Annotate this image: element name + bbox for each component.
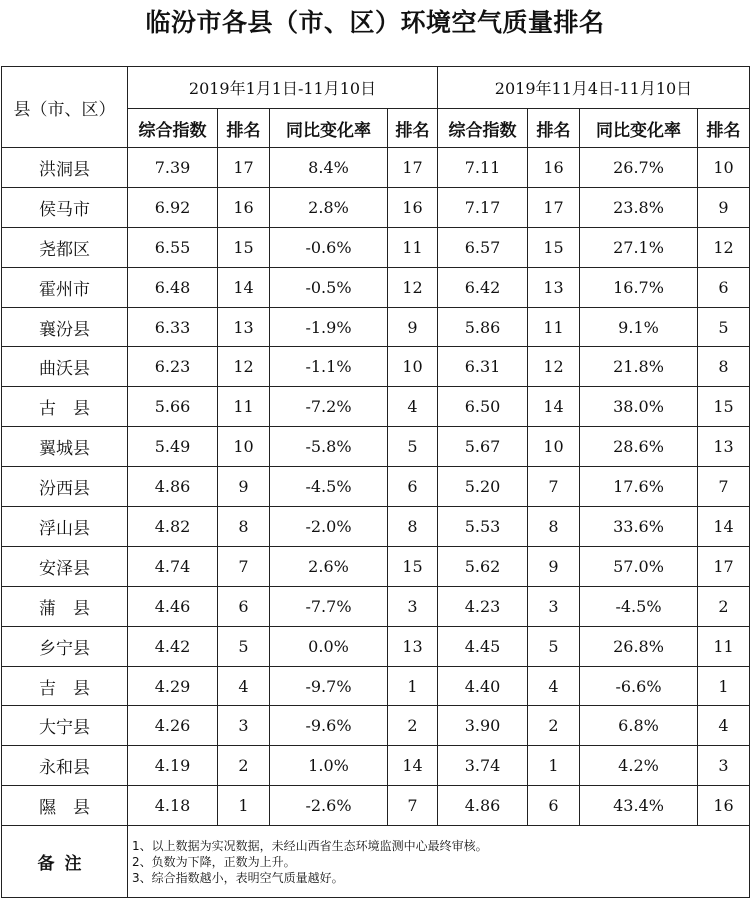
p1-index-cell: 4.46 [128,586,218,626]
p1-index-cell: 6.55 [128,227,218,267]
p2-change-rank-cell: 3 [698,746,750,786]
p2-change-rank-cell: 17 [698,546,750,586]
p1-rank-cell: 6 [218,586,270,626]
p1-change-cell: 8.4% [270,148,388,188]
table-row [2,307,750,347]
p1-change-cell: -4.5% [270,467,388,507]
p1-change-cell: -7.7% [270,586,388,626]
p1-change-rank-header: 排名 [388,109,438,148]
p1-change-rank-cell: 13 [388,626,438,666]
county-cell: 浮山县 [2,507,128,547]
note-line: 1、以上数据为实况数据，未经山西省生态环境监测中心最终审核。 [132,838,488,853]
p2-change-header: 同比变化率 [580,109,698,148]
p1-index-cell: 4.26 [128,706,218,746]
p2-change-rank-cell: 8 [698,347,750,387]
p2-change-cell: 27.1% [580,227,698,267]
p1-change-rank-cell: 6 [388,467,438,507]
p2-change-cell: -6.6% [580,666,698,706]
p2-rank-cell: 6 [528,786,580,826]
p1-index-cell: 6.48 [128,267,218,307]
page-title: 临汾市各县（市、区）环境空气质量排名 [145,8,605,37]
table-row [2,626,750,666]
p1-index-cell: 4.29 [128,666,218,706]
p1-change-rank-cell: 14 [388,746,438,786]
p2-change-cell: 43.4% [580,786,698,826]
table-row [2,706,750,746]
table-row [2,148,750,188]
p2-change-rank-cell: 10 [698,148,750,188]
p2-index-cell: 5.67 [438,427,528,467]
p2-rank-cell: 11 [528,307,580,347]
p2-index-cell: 6.57 [438,227,528,267]
p2-index-cell: 7.17 [438,187,528,227]
county-cell: 曲沃县 [2,347,128,387]
p1-change-cell: -1.9% [270,307,388,347]
p1-index-header: 综合指数 [128,109,218,148]
p2-rank-cell: 9 [528,546,580,586]
p1-change-rank-cell: 4 [388,387,438,427]
table-row [2,746,750,786]
p2-rank-cell: 13 [528,267,580,307]
p1-rank-cell: 17 [218,148,270,188]
table-row [2,546,750,586]
p2-rank-cell: 2 [528,706,580,746]
county-column-header: 县（市、区） [2,67,128,148]
p1-rank-cell: 15 [218,227,270,267]
p1-change-cell: 2.6% [270,546,388,586]
p1-rank-cell: 2 [218,746,270,786]
period2-header: 2019年11月4日-11月10日 [438,67,750,109]
p2-change-cell: 17.6% [580,467,698,507]
county-cell: 蒲 县 [2,586,128,626]
note-line: 2、负数为下降，正数为上升。 [132,854,296,869]
p2-index-header: 综合指数 [438,109,528,148]
p2-index-cell: 4.86 [438,786,528,826]
p1-change-cell: 2.8% [270,187,388,227]
table-row [2,586,750,626]
p1-index-cell: 4.82 [128,507,218,547]
p2-index-cell: 4.45 [438,626,528,666]
p2-change-cell: 57.0% [580,546,698,586]
p1-change-rank-cell: 16 [388,187,438,227]
p1-rank-cell: 10 [218,427,270,467]
p1-change-cell: -1.1% [270,347,388,387]
county-cell: 乡宁县 [2,626,128,666]
p2-rank-cell: 5 [528,626,580,666]
p1-index-cell: 6.92 [128,187,218,227]
p2-change-rank-cell: 5 [698,307,750,347]
p2-change-rank-cell: 15 [698,387,750,427]
p2-change-cell: 4.2% [580,746,698,786]
p2-change-cell: 26.8% [580,626,698,666]
county-cell: 翼城县 [2,427,128,467]
p2-rank-header: 排名 [528,109,580,148]
county-cell: 古 县 [2,387,128,427]
p1-change-rank-cell: 2 [388,706,438,746]
p2-index-cell: 5.86 [438,307,528,347]
p2-change-cell: 28.6% [580,427,698,467]
p1-change-rank-cell: 10 [388,347,438,387]
p1-rank-header: 排名 [218,109,270,148]
p2-change-cell: -4.5% [580,586,698,626]
table-row [2,267,750,307]
p1-change-cell: -7.2% [270,387,388,427]
p1-change-rank-cell: 3 [388,586,438,626]
p1-index-cell: 4.19 [128,746,218,786]
county-cell: 霍州市 [2,267,128,307]
table-row [2,347,750,387]
p2-rank-cell: 16 [528,148,580,188]
county-cell: 襄汾县 [2,307,128,347]
p2-change-cell: 16.7% [580,267,698,307]
p2-change-cell: 6.8% [580,706,698,746]
p1-change-cell: 0.0% [270,626,388,666]
p1-change-rank-cell: 1 [388,666,438,706]
p2-change-rank-cell: 11 [698,626,750,666]
county-cell: 大宁县 [2,706,128,746]
p2-change-cell: 26.7% [580,148,698,188]
p2-change-rank-cell: 12 [698,227,750,267]
p1-rank-cell: 4 [218,666,270,706]
p1-change-cell: -5.8% [270,427,388,467]
p2-change-rank-cell: 9 [698,187,750,227]
table-row [2,187,750,227]
p1-rank-cell: 9 [218,467,270,507]
county-cell: 安泽县 [2,546,128,586]
p2-change-rank-cell: 2 [698,586,750,626]
p2-change-cell: 38.0% [580,387,698,427]
p2-index-cell: 6.42 [438,267,528,307]
p2-change-cell: 23.8% [580,187,698,227]
period1-header: 2019年1月1日-11月10日 [128,67,438,109]
p1-change-cell: -9.7% [270,666,388,706]
p2-change-cell: 9.1% [580,307,698,347]
p1-index-cell: 6.33 [128,307,218,347]
p1-change-rank-cell: 17 [388,148,438,188]
table-row [2,786,750,826]
p2-rank-cell: 12 [528,347,580,387]
table-row [2,387,750,427]
p2-rank-cell: 3 [528,586,580,626]
p2-rank-cell: 17 [528,187,580,227]
p1-change-cell: -0.6% [270,227,388,267]
county-cell: 吉 县 [2,666,128,706]
p1-rank-cell: 16 [218,187,270,227]
p2-change-rank-cell: 16 [698,786,750,826]
p1-index-cell: 4.42 [128,626,218,666]
p1-change-rank-cell: 12 [388,267,438,307]
p1-index-cell: 6.23 [128,347,218,387]
p2-change-rank-cell: 4 [698,706,750,746]
county-cell: 永和县 [2,746,128,786]
table-row [2,666,750,706]
p1-change-rank-cell: 11 [388,227,438,267]
p2-rank-cell: 8 [528,507,580,547]
p2-change-rank-cell: 7 [698,467,750,507]
p1-change-rank-cell: 9 [388,307,438,347]
p1-index-cell: 4.86 [128,467,218,507]
p1-change-cell: -0.5% [270,267,388,307]
p1-index-cell: 7.39 [128,148,218,188]
p1-change-rank-cell: 15 [388,546,438,586]
ranking-table [1,66,750,898]
p2-index-cell: 3.90 [438,706,528,746]
p1-rank-cell: 3 [218,706,270,746]
county-cell: 侯马市 [2,187,128,227]
p2-index-cell: 7.11 [438,148,528,188]
p2-rank-cell: 4 [528,666,580,706]
p1-rank-cell: 1 [218,786,270,826]
p2-change-rank-cell: 6 [698,267,750,307]
p2-rank-cell: 15 [528,227,580,267]
p1-index-cell: 5.66 [128,387,218,427]
p2-change-rank-cell: 13 [698,427,750,467]
p1-index-cell: 4.74 [128,546,218,586]
p2-change-rank-header: 排名 [698,109,750,148]
p1-rank-cell: 12 [218,347,270,387]
p2-rank-cell: 10 [528,427,580,467]
p2-rank-cell: 1 [528,746,580,786]
county-cell: 隰 县 [2,786,128,826]
p1-rank-cell: 11 [218,387,270,427]
note-line: 3、综合指数越小，表明空气质量越好。 [132,870,344,885]
p2-change-cell: 33.6% [580,507,698,547]
p2-rank-cell: 7 [528,467,580,507]
notes-label: 备注 [2,826,128,898]
county-cell: 尧都区 [2,227,128,267]
table-row [2,467,750,507]
p1-index-cell: 5.49 [128,427,218,467]
p1-change-header: 同比变化率 [270,109,388,148]
p1-rank-cell: 5 [218,626,270,666]
p2-index-cell: 5.53 [438,507,528,547]
notes-content [128,826,750,898]
table-row [2,427,750,467]
p2-index-cell: 4.40 [438,666,528,706]
table-row [2,227,750,267]
p2-index-cell: 6.31 [438,347,528,387]
p1-rank-cell: 13 [218,307,270,347]
p2-change-rank-cell: 14 [698,507,750,547]
county-cell: 洪洞县 [2,148,128,188]
p2-index-cell: 5.62 [438,546,528,586]
p1-change-cell: -9.6% [270,706,388,746]
p2-index-cell: 4.23 [438,586,528,626]
p1-change-rank-cell: 8 [388,507,438,547]
p2-index-cell: 6.50 [438,387,528,427]
p1-change-rank-cell: 7 [388,786,438,826]
county-cell: 汾西县 [2,467,128,507]
table-row [2,507,750,547]
p2-index-cell: 3.74 [438,746,528,786]
p1-rank-cell: 7 [218,546,270,586]
p2-change-cell: 21.8% [580,347,698,387]
p1-change-cell: -2.0% [270,507,388,547]
p2-change-rank-cell: 1 [698,666,750,706]
p1-rank-cell: 14 [218,267,270,307]
p2-rank-cell: 14 [528,387,580,427]
p1-index-cell: 4.18 [128,786,218,826]
p1-change-cell: -2.6% [270,786,388,826]
p1-change-cell: 1.0% [270,746,388,786]
p1-rank-cell: 8 [218,507,270,547]
p1-change-rank-cell: 5 [388,427,438,467]
p2-index-cell: 5.20 [438,467,528,507]
